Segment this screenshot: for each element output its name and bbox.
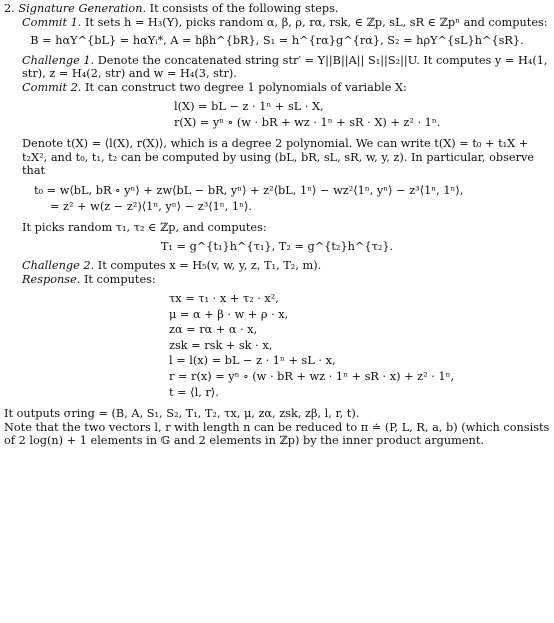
step-heading bbox=[4, 2, 550, 16]
response-eq-t: t = ⟨l, r⟩. bbox=[169, 385, 219, 399]
step-title: Signature Generation. bbox=[18, 2, 147, 15]
response-paragraph bbox=[4, 273, 550, 287]
paper-page bbox=[0, 2, 554, 623]
challenge2-text: It computes x = H₅(v, w, y, z, T₁, T₂, m). bbox=[94, 259, 322, 273]
challenge1-paragraph bbox=[4, 54, 550, 81]
response-eq-zsk: zsk = rsk + sk · x, bbox=[169, 338, 273, 352]
commit2-eq-l: l(X) = bL − z · 1ⁿ + sL · X, bbox=[174, 100, 324, 114]
outputs-paragraph: It outputs σring = (B, A, S₁, S₂, T₁, T₂, τx, μ, zα, zsk, zβ, l, r, t). bbox=[4, 407, 360, 421]
challenge1-label: Challenge 1. bbox=[22, 53, 95, 67]
response-text: It computes: bbox=[80, 272, 156, 286]
challenge2-paragraph bbox=[4, 259, 550, 273]
commit2-eq-r: r(X) = yⁿ ∘ (w · bR + wz · 1ⁿ + sR · X) + z² · 1ⁿ. bbox=[174, 115, 441, 129]
picks-paragraph: It picks random τ₁, τ₂ ∈ ℤp, and computes: bbox=[22, 221, 267, 235]
commit2-equations bbox=[4, 100, 550, 129]
commit2-paragraph bbox=[4, 81, 550, 95]
outputs-note: Note that the two vectors l, r with length n can be reduced to π ≐ (P, L, R, a, b) (which consists of 2 log(n) + 1 elements in 𝔾 and 2 elements in ℤp) by the inner product argument. bbox=[4, 420, 550, 448]
denote-paragraph: Denote t(X) = ⟨l(X), r(X)⟩, which is a degree 2 polynomial. We can write t(X) = t₀ + t₁X + t₂X², and t₀, t₁, t₂ can be computed by using (bL, bR, sL, sR, w, y, z). In particular, observe that bbox=[22, 137, 535, 178]
commit1-equation: B = hαY^{bL} = hαYᵢ*, A = hβh^{bR}, S₁ = h^{rα}g^{rα}, S₂ = hρY^{sL}h^{sR}. bbox=[30, 34, 524, 48]
response-eq-l: l = l(x) = bL − z · 1ⁿ + sL · x, bbox=[169, 354, 336, 368]
denote-eq-t0: t₀ = w⟨bL, bR ∘ yⁿ⟩ + zw⟨bL − bR, yⁿ⟩ + z²⟨bL, 1ⁿ⟩ − wz²⟨1ⁿ, yⁿ⟩ − z³⟨1ⁿ, 1ⁿ⟩, bbox=[34, 184, 464, 198]
denote-eq-t0-simplified: = z² + w(z − z²)⟨1ⁿ, yⁿ⟩ − z³⟨1ⁿ, 1ⁿ⟩. bbox=[50, 199, 252, 213]
challenge1-text: Denote the concatenated string str′ = Y||B||A|| S₁||S₂||U. It computes y = H₄(1, str), z = H₄(2, str) and w = H₄(3, str). bbox=[22, 53, 548, 81]
response-eq-taux: τx = τ₁ · x + τ₂ · x², bbox=[169, 292, 279, 306]
response-eq-mu: μ = α + β · w + ρ · x, bbox=[169, 307, 289, 321]
picks-equation: T₁ = g^{t₁}h^{τ₁}, T₂ = g^{t₂}h^{τ₂}. bbox=[160, 239, 394, 253]
response-eq-zalpha: zα = rα + α · x, bbox=[169, 323, 258, 337]
commit1-label: Commit 1. bbox=[22, 15, 82, 29]
commit1-text: It sets h = H₃(Y), picks random α, β, ρ, rα, rsk, ∈ ℤp, sL, sR ∈ ℤpⁿ and computes: bbox=[81, 15, 548, 29]
response-label: Response. bbox=[22, 272, 81, 286]
commit2-label: Commit 2. bbox=[22, 80, 82, 94]
commit2-text: It can construct two degree 1 polynomials of variable X: bbox=[81, 80, 407, 94]
step-number: 2. bbox=[4, 2, 15, 15]
step-intro: It consists of the following steps. bbox=[146, 2, 339, 15]
response-equations bbox=[4, 292, 550, 399]
commit1-paragraph bbox=[4, 16, 550, 30]
denote-equations bbox=[4, 184, 550, 213]
challenge2-label: Challenge 2. bbox=[22, 259, 95, 273]
response-eq-r: r = r(x) = yⁿ ∘ (w · bR + wz · 1ⁿ + sR · x) + z² · 1ⁿ, bbox=[169, 370, 455, 384]
